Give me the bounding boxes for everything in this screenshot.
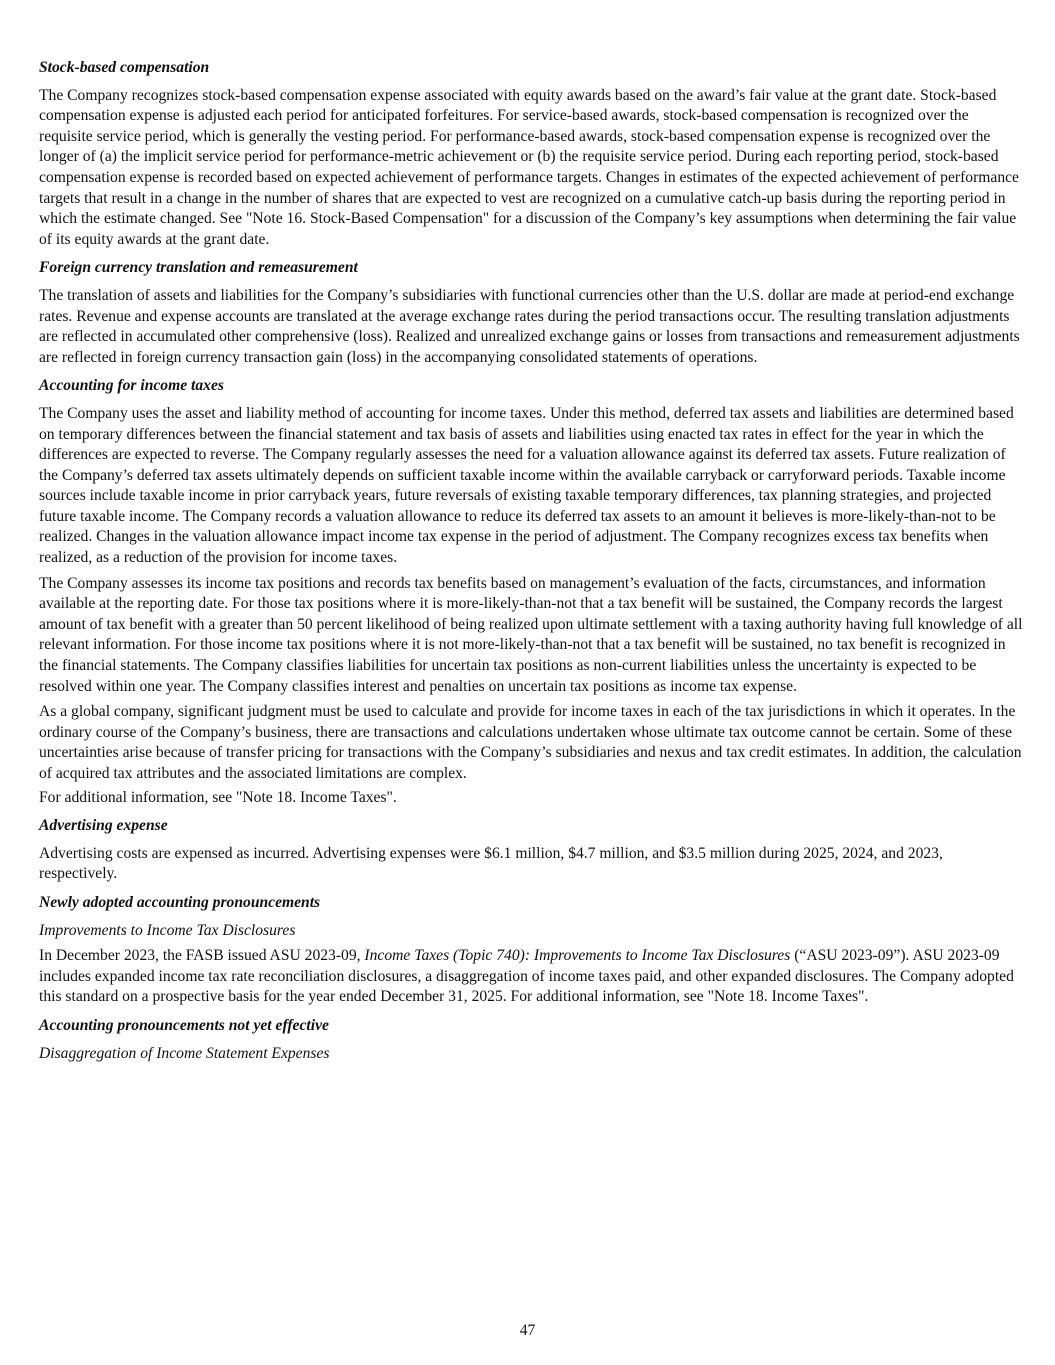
section-heading: Accounting for income taxes [39, 377, 224, 395]
section-newly-adopted-pronouncements [39, 893, 1024, 1008]
section-heading: Accounting pronouncements not yet effective [39, 1016, 329, 1034]
section-paragraph [39, 946, 1024, 1008]
section-subheading: Improvements to Income Tax Disclosures [39, 921, 296, 939]
section-paragraph: Advertising costs are expensed as incurred. Advertising expenses were $6.1 million, $4.7 million, and $3.5 million during 2025, 2024, and 2023, respectively. [39, 844, 943, 883]
section-paragraph: For additional information, see "Note 18. Income Taxes". [39, 788, 397, 806]
section-subheading: Disaggregation of Income Statement Expenses [39, 1044, 330, 1062]
section-paragraph: As a global company, significant judgment must be used to calculate and provide for income taxes in each of the tax jurisdictions in which it operates. In the ordinary course of the Company’s business, there are transactions and calculations undertaken whose ultimate tax outcome cannot be certain. Some of these uncertainties arise because of transfer pricing for transactions with the Company’s subsidiaries and nexus and tax credit estimates. In addition, the calculation of acquired tax attributes and the associated limitations are complex. [39, 703, 1022, 782]
section-paragraph: The Company uses the asset and liability method of accounting for income taxes. Under this method, deferred tax assets and liabilities are determined based on temporary differences between the financial statement and tax basis of assets and liabilities using enacted tax rates in effect for the year in which the differences are expected to reverse. The Company regularly assesses the need for a valuation allowance against its deferred tax assets. Future realization of the Company’s deferred tax assets ultimately depends on sufficient taxable income within the available carryback or carryforward periods. Taxable income sources include taxable income in prior carryback years, future reversals of existing taxable temporary differences, tax planning strategies, and projected future taxable income. The Company records a valuation allowance to reduce its deferred tax assets to an amount it believes is more-likely-than-not to be realized. Changes in the valuation allowance impact income tax expense in the period of adjustment. The Company recognizes excess tax benefits when realized, as a reduction of the provision for income taxes. [39, 404, 1014, 567]
section-paragraph: The Company assesses its income tax positions and records tax benefits based on management’s evaluation of the facts, circumstances, and information available at the reporting date. For those tax positions where it is more-likely-than-not that a tax benefit will be sustained, the Company records the largest amount of tax benefit with a greater than 50 percent likelihood of being realized upon ultimate settlement with a taxing authority having full knowledge of all relevant information. For those income tax positions where it is not more-likely-than-not that a tax benefit will be sustained, no tax benefit is recognized in the financial statements. The Company classifies liabilities for uncertain tax positions as non-current liabilities unless the uncertainty is expected to be resolved within one year. The Company classifies interest and penalties on uncertain tax positions as income tax expense. [39, 574, 1023, 695]
section-heading: Foreign currency translation and remeasurement [39, 259, 358, 277]
section-paragraph: The translation of assets and liabilities for the Company’s subsidiaries with functional currencies other than the U.S. dollar are made at period-end exchange rates. Revenue and expense accounts are translated at the average exchange rates during the period transactions occur. The resulting translation adjustments are reflected in accumulated other comprehensive (loss). Realized and unrealized exchange gains or losses from transactions and remeasurement adjustments are reflected in foreign currency transaction gain (loss) in the accompanying consolidated statements of operations. [39, 286, 1020, 366]
section-heading: Stock-based compensation [39, 59, 210, 76]
section-income-taxes [39, 376, 1024, 808]
section-advertising-expense [39, 816, 1024, 885]
section-paragraph: The Company recognizes stock-based compensation expense associated with equity awards based on the award’s fair value at the grant date. Stock-based compensation expense is adjusted each period for anticipated forfeitures. For service-based awards, stock-based compensation is recognized over the requisite service period, which is generally the vesting period. For performance-based awards, stock-based compensation expense is recognized over the longer of (a) the implicit service period for performance-metric achievement or (b) the requisite service period. During each reporting period, stock-based compensation expense is recorded based on expected achievement of performance targets. Changes in estimates of the expected achievement of performance targets that result in a change in the number of shares that are expected to vest are recognized on a cumulative catch-up basis during the reporting period in which the estimate changed. See "Note 16. Stock-Based Compensation" for a discussion of the Company’s key assumptions when determining the fair value of its equity awards at the grant date. [39, 86, 1019, 248]
paragraph-text: (“ASU 2023-09”). ASU 2023-09 includes expanded income tax rate reconciliation disclosures, a disaggregation of income taxes paid, and other expanded disclosures. The Company adopted this standard on a prospective basis for the year ended December 31, 2025. For additional information, see "Note 18. Income Taxes". [39, 947, 1014, 1006]
standard-title: , Income Taxes (Topic 740): Improvements to Income Tax Disclosures [356, 947, 791, 965]
paragraph-text: In December 2023, the FASB issued ASU 2023-09 [39, 947, 357, 965]
section-heading: Newly adopted accounting pronouncements [39, 893, 321, 911]
section-foreign-currency [39, 258, 1024, 368]
section-pronouncements-not-yet-effective [39, 1016, 1024, 1064]
document-page [39, 58, 1024, 1069]
section-heading: Advertising expense [39, 817, 168, 835]
page-number: 47 [519, 1322, 536, 1339]
section-stock-based-compensation [39, 58, 1024, 250]
